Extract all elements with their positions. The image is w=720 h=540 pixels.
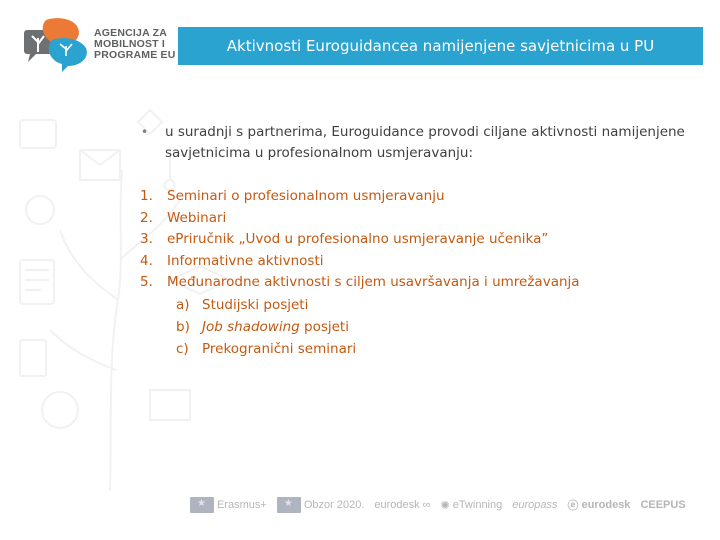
sub-list-item: [140, 338, 700, 360]
sub-item-text: Studijski posjeti: [202, 296, 309, 313]
sub-list-item: [140, 294, 700, 316]
logo-label: eTwinning: [452, 499, 503, 511]
list-item: [140, 229, 700, 251]
item-number: 5.: [140, 274, 153, 290]
logo-label: europass: [512, 499, 558, 511]
euroguidance-logo[interactable]: [374, 499, 430, 511]
ceepus-logo[interactable]: [640, 499, 685, 511]
item-number: 4.: [140, 252, 153, 269]
bullet-icon: •: [141, 125, 149, 139]
logo-text: [94, 28, 176, 61]
item-text: Seminari o profesionalnom usmjeravanju: [167, 188, 445, 204]
intro-paragraph: [140, 122, 700, 164]
list-item: [140, 272, 700, 294]
sub-item-rest-text: posjeti: [299, 318, 349, 335]
etwinning-logo[interactable]: [440, 499, 502, 512]
speech-bubble-tree-logo-icon: [22, 16, 92, 72]
item-number: 3.: [140, 231, 153, 247]
sub-item-letter: a): [176, 296, 190, 313]
logo-line: AGENCIJA ZA: [94, 27, 167, 39]
sub-list: [140, 294, 700, 360]
logo-line: MOBILNOST I: [94, 38, 166, 50]
sub-item-letter: b): [176, 318, 190, 335]
item-text: Webinari: [167, 209, 227, 226]
item-number: 2.: [140, 209, 153, 226]
slide-title: Aktivnosti Euroguidancea namijenjene savjetnicima u PU: [178, 27, 703, 65]
item-text: Međunarodne aktivnosti s ciljem usavršavanja i umrežavanja: [167, 274, 580, 290]
sub-item-italic-text: Job shadowing: [202, 318, 300, 335]
sub-item-letter: c): [176, 340, 189, 357]
rings-icon: ∞: [422, 499, 431, 511]
header: [0, 0, 720, 88]
eu-flag-icon: [190, 497, 214, 513]
logo-label: eurodesk: [374, 499, 420, 511]
eurodesk-logo[interactable]: [568, 497, 631, 513]
eu-flag-icon: [277, 497, 301, 513]
obzor-logo[interactable]: [277, 497, 365, 513]
activity-list: [140, 186, 700, 360]
logo-line: PROGRAME EU: [94, 49, 176, 61]
sparkle-icon: ✺: [440, 499, 450, 512]
list-item: [140, 251, 700, 273]
item-text: ePriručnik „Uvod u profesionalno usmjeravanje učenika”: [167, 231, 549, 247]
footer-logos: [190, 488, 710, 522]
e-mark-icon: ⓔ: [567, 500, 579, 512]
logo-label: CEEPUS: [640, 499, 686, 511]
sub-item-text: Prekogranični seminari: [202, 340, 357, 357]
logo-label: Erasmus+: [217, 499, 267, 511]
logo-label: Obzor 2020.: [303, 499, 365, 511]
intro-text: u suradnji s partnerima, Euroguidance provodi ciljane aktivnosti namijenjene savjetnicima u profesionalnom usmjeravanju:: [165, 124, 685, 161]
list-item: [140, 186, 700, 208]
erasmus-logo[interactable]: [190, 497, 267, 513]
agency-logo[interactable]: [22, 16, 176, 72]
list-item: [140, 208, 700, 230]
sub-list-item: [140, 316, 700, 338]
europass-logo[interactable]: [512, 499, 557, 511]
item-number: 1.: [140, 188, 153, 204]
item-text: Informativne aktivnosti: [167, 252, 324, 269]
logo-label: eurodesk: [581, 499, 631, 511]
sub-item-text: [202, 316, 349, 338]
slide-content: [140, 122, 700, 360]
